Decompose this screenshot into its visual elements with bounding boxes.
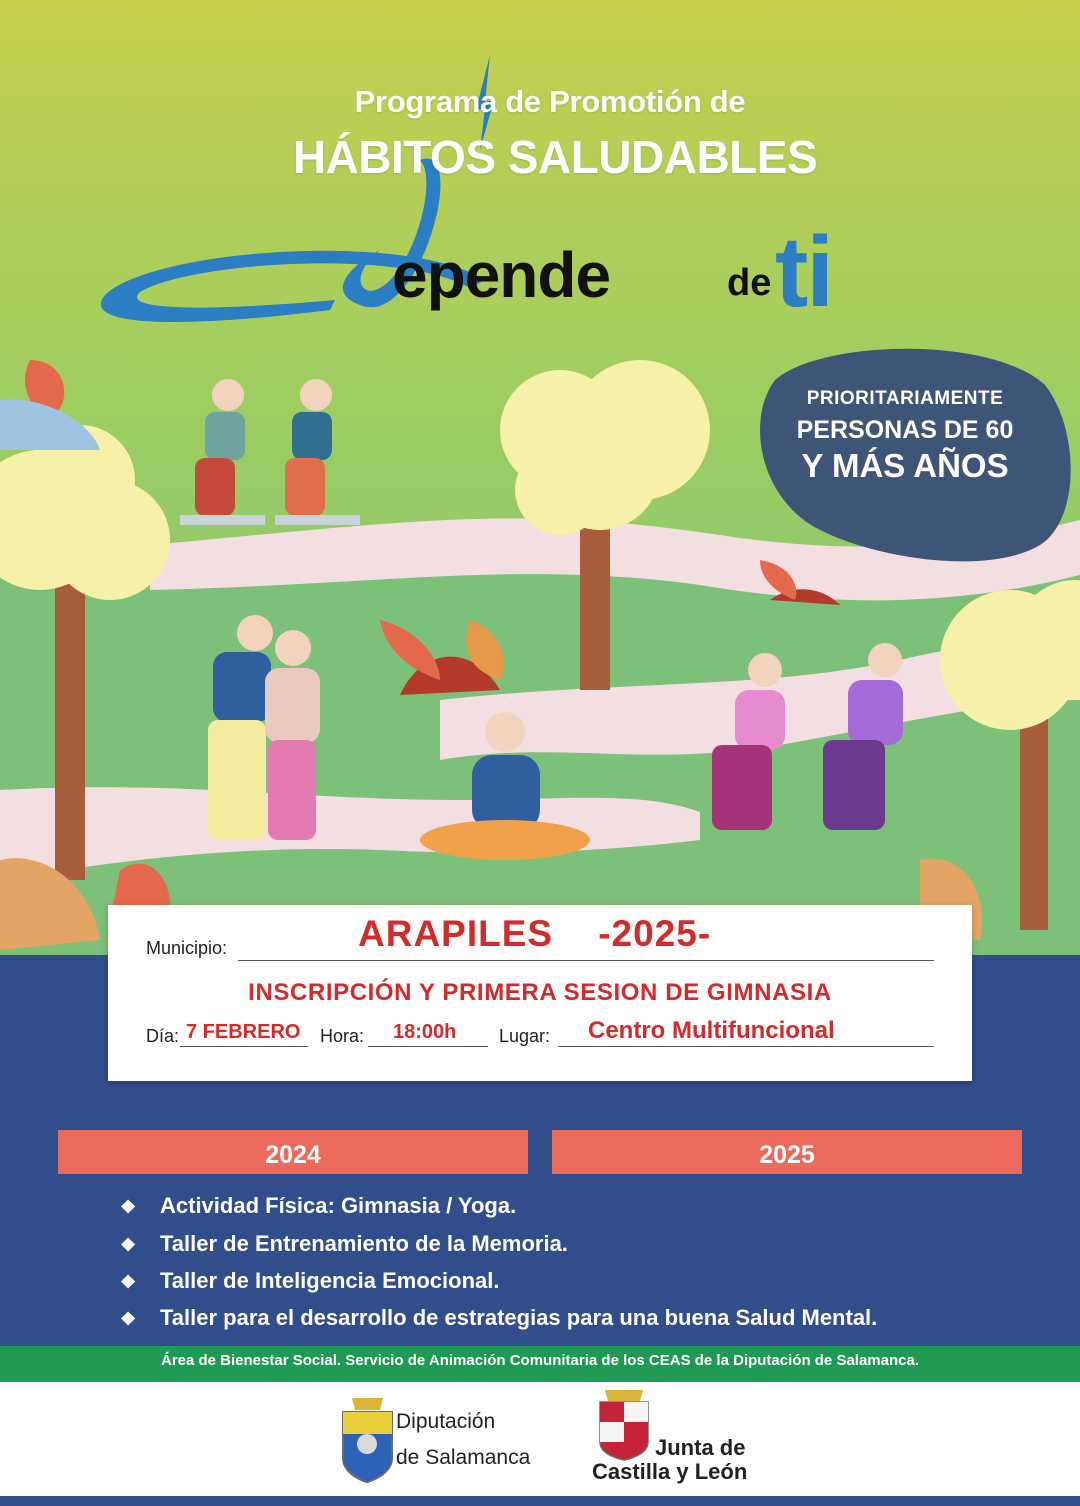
badge-line2: PERSONAS DE 60: [796, 416, 1014, 444]
activity-item: [120, 1305, 877, 1331]
lugar-underline: [558, 1046, 934, 1047]
year-2025-bar: 2025: [552, 1130, 1022, 1174]
activity-text: Taller de Inteligencia Emocional.: [160, 1268, 500, 1293]
municipio-underline: [238, 960, 934, 961]
dia-value: 7 FEBRERO: [186, 1021, 301, 1043]
lugar-label: Lugar:: [499, 1026, 551, 1046]
logo-word-ti: ti: [775, 216, 833, 328]
program-title-line1: Programa de Promotión de: [354, 84, 746, 119]
activity-item: [120, 1193, 516, 1219]
bullet-icon: ❖: [120, 1235, 137, 1255]
activity-item: [120, 1268, 499, 1294]
year-2024-bar: 2024: [58, 1130, 528, 1174]
bullet-icon: ❖: [120, 1309, 137, 1329]
footer-organization-text: Área de Bienestar Social. Servicio de Animación Comunitaria de los CEAS de la Diputación de Salamanca.: [160, 1352, 919, 1369]
municipio-label: Municipio:: [146, 938, 228, 958]
activity-text: Taller de Entrenamiento de la Memoria.: [160, 1231, 568, 1256]
bullet-icon: ❖: [120, 1272, 137, 1292]
diputacion-line1: Diputación: [396, 1410, 496, 1433]
activity-item: [120, 1231, 568, 1257]
hora-value: 18:00h: [393, 1021, 457, 1043]
junta-line1: Junta de: [655, 1435, 746, 1460]
activity-text: Actividad Física: Gimnasia / Yoga.: [160, 1193, 517, 1218]
municipio-value: ARAPILES -2025-: [358, 913, 712, 954]
logo-word-de: de: [727, 262, 772, 304]
activity-text: Taller para el desarrollo de estrategias para una buena Salud Mental.: [160, 1305, 878, 1330]
target-audience-badge: [755, 388, 1055, 485]
dia-underline: [180, 1046, 308, 1047]
badge-line3: Y MÁS AÑOS: [801, 447, 1009, 484]
hora-underline: [368, 1046, 488, 1047]
event-info-box: [108, 905, 972, 1081]
junta-line2: Castilla y León: [592, 1459, 748, 1484]
badge-line1: PRIORITARIAMENTE: [806, 388, 1004, 409]
diputacion-line2: de Salamanca: [396, 1446, 531, 1469]
logo-word-main: epende: [392, 239, 611, 311]
bullet-icon: ❖: [120, 1197, 137, 1217]
dia-label: Día:: [146, 1026, 180, 1046]
hora-label: Hora:: [320, 1026, 365, 1046]
lugar-value: Centro Multifuncional: [588, 1017, 835, 1044]
event-subtitle: INSCRIPCIÓN Y PRIMERA SESION DE GIMNASIA: [248, 979, 832, 1006]
program-title-line2: HÁBITOS SALUDABLES: [292, 131, 818, 183]
